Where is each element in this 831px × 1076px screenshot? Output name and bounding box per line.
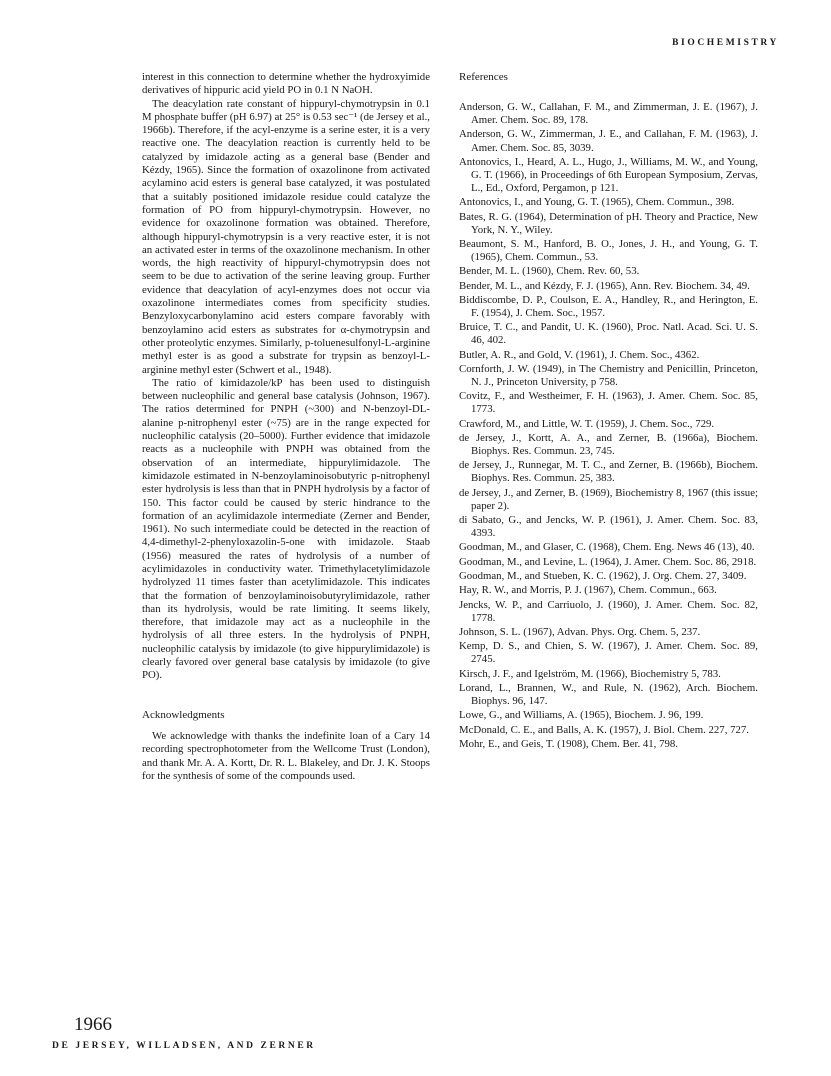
acknowledgments-heading: Acknowledgments — [142, 708, 225, 721]
acknowledgments-paragraph: We acknowledge with thanks the indefinite loan of a Cary 14 recording spectrophotometer from the Wellcome Trust (London), and thank Mr. A. A. Kortt, Dr. R. L. Blakeley, and Dr. J. K. Stoops for the synthesis of some of the compounds used. — [142, 729, 430, 782]
reference-item: Jencks, W. P., and Carriuolo, J. (1960), J. Amer. Chem. Soc. 82, 1778. — [459, 598, 758, 624]
reference-item: Butler, A. R., and Gold, V. (1961), J. Chem. Soc., 4362. — [459, 348, 700, 361]
reference-item: Anderson, G. W., Zimmerman, J. E., and Callahan, F. M. (1963), J. Amer. Chem. Soc. 85, 3039. — [459, 128, 758, 154]
reference-item: Goodman, M., and Stueben, K. C. (1962), J. Org. Chem. 27, 3409. — [459, 570, 747, 583]
body-paragraph: interest in this connection to determine whether the hydroxyimide derivatives of hippuric acid yield PO in 0.1 N NaOH. — [142, 71, 430, 97]
reference-item: McDonald, C. E., and Balls, A. K. (1957), J. Biol. Chem. 227, 727. — [459, 723, 750, 736]
body-paragraph: The deacylation rate constant of hippuryl-chymotrypsin in 0.1 M phosphate buffer (pH 6.97) at 25° is 0.53 sec⁻¹ (de Jersey et al., 1966b). Therefore, if the acyl-enzyme is a serine ester, it is a very reactive one. The deacylation reaction is currently held to be catalyzed by imidazole acting as a general base (Bender and Kézdy, 1965). Since the formation of oxazolinone from activated acylamino acid esters is general base catalyzed, it was postulated that a suitably positioned imidazole residue could catalyze the formation of PO from hippuryl-chymotrypsin. However, no evidence for oxazolinone formation was obtained. Therefore, although hippuryl-chymotrypsin is a very reactive ester, it is not an activated ester in terms of the oxazolinone mechanism. In other words, the high reactivity of hippuryl-chymotrypsin does not seem to be due to activation of the serine leaving group. Further evidence that deacylation of acyl-enzymes does not occur via oxazolinone intermediates comes from specificity studies. Benzyloxycarbonylamino acid esters compare favorably with benzoylamino acid esters as substrates for α-chymotrypsin and other proteolytic enzymes. Similarly, p-toluenesulfonyl-L-arginine methyl ester is as good a substrate for trypsin as benzoyl-L-arginine methyl ester (Schwert et al., 1948). — [142, 97, 430, 376]
references-heading: References — [459, 71, 508, 83]
reference-item: Hay, R. W., and Morris, P. J. (1967), Chem. Commun., 663. — [459, 584, 717, 597]
reference-item: Bender, M. L., and Kézdy, F. J. (1965), Ann. Rev. Biochem. 34, 49. — [459, 279, 750, 292]
reference-item: Crawford, M., and Little, W. T. (1959), J. Chem. Soc., 729. — [459, 417, 715, 430]
reference-item: de Jersey, J., Kortt, A. A., and Zerner, B. (1966a), Biochem. Biophys. Res. Commun. 23, 745. — [459, 431, 758, 458]
reference-item: Biddiscombe, D. P., Coulson, E. A., Handley, R., and Herington, E. F. (1954), J. Chem. Soc., 1957. — [459, 293, 758, 319]
reference-item: de Jersey, J., Runnegar, M. T. C., and Zerner, B. (1966b), Biochem. Biophys. Res. Commun. 25, 383. — [459, 459, 758, 485]
reference-item: Lorand, L., Brannen, W., and Rule, N. (1962), Arch. Biochem. Biophys. 96, 147. — [459, 681, 758, 707]
reference-item: Bruice, T. C., and Pandit, U. K. (1960), Proc. Natl. Acad. Sci. U. S. 46, 402. — [459, 321, 758, 347]
reference-item: Bates, R. G. (1964), Determination of pH. Theory and Practice, New York, N. Y., Wiley. — [459, 210, 758, 236]
journal-header: BIOCHEMISTRY — [672, 38, 779, 48]
reference-item: Mohr, E., and Geis, T. (1908), Chem. Ber. 41, 798. — [459, 737, 678, 750]
reference-item: Covitz, F., and Westheimer, F. H. (1963), J. Amer. Chem. Soc. 85, 1773. — [459, 390, 758, 416]
reference-item: Johnson, S. L. (1967), Advan. Phys. Org. Chem. 5, 237. — [459, 625, 701, 638]
reference-item: Kemp, D. S., and Chien, S. W. (1967), J. Amer. Chem. Soc. 89, 2745. — [459, 640, 758, 666]
reference-item: Anderson, G. W., Callahan, F. M., and Zimmerman, J. E. (1967), J. Amer. Chem. Soc. 89, 178. — [459, 101, 758, 127]
reference-item: Antonovics, I., Heard, A. L., Hugo, J., Williams, M. W., and Young, G. T. (1966), in Proceedings of 6th European Symposium, Zervas, L., Ed., Oxford, Pergamon, p 121. — [459, 155, 758, 195]
body-paragraph: The ratio of kimidazole/kP has been used to distinguish between nucleophilic and general base catalysis (Johnson, 1967). The ratios determined for PNPH (~300) and N-benzoyl-DL-alanine p-nitrophenyl ester (~75) are in the range expected for nucleophilic catalysis (20–5000). Further evidence that imidazole reacts as a nucleophile with PNPH was obtained from the observation of an intermediate, hippurylimidazole. The kimidazole estimated in N-benzoylaminoisobutyric p-nitrophenyl ester hydrolysis is less than that in PNPH hydrolysis by a factor of 150. This factor could be caused by steric hindrance to the formation of an acylimidazole intermediate (Zerner and Bender, 1961). No such intermediate could be detected in the reaction of 4,4-dimethyl-2-phenyloxazolin-5-one with imidazole. Staab (1956) measured the rates of hydrolysis of a number of acylimidazoles in conductivity water. Trimethylacetylimidazole hydrolyzed 11 times faster than acetylimidazole. This indicates that the formation of benzoylaminoisobutyrylimidazole, rather than its hydrolysis, would be rate limiting. It seems likely, therefore, that imidazole may act as a nucleophile in the hydrolysis of all three esters. In the hydrolysis of PNPH, nucleophilic catalysis by imidazole (to give hippurylimidazole) is clearly favored over general base catalysis by imidazole (to give PO). — [142, 376, 430, 682]
reference-item: Kirsch, J. F., and Igelström, M. (1966), Biochemistry 5, 783. — [459, 667, 721, 680]
reference-item: Goodman, M., and Glaser, C. (1968), Chem. Eng. News 46 (13), 40. — [459, 541, 755, 554]
reference-item: de Jersey, J., and Zerner, B. (1969), Biochemistry 8, 1967 (this issue; paper 2). — [459, 486, 758, 512]
reference-item: Bender, M. L. (1960), Chem. Rev. 60, 53. — [459, 265, 640, 278]
body-text-column — [142, 71, 430, 783]
reference-item: di Sabato, G., and Jencks, W. P. (1961), J. Amer. Chem. Soc. 83, 4393. — [459, 514, 758, 540]
reference-item: Goodman, M., and Levine, L. (1964), J. Amer. Chem. Soc. 86, 2918. — [459, 555, 757, 568]
reference-item: Lowe, G., and Williams, A. (1965), Biochem. J. 96, 199. — [459, 709, 704, 722]
reference-list — [459, 101, 758, 751]
reference-item: Cornforth, J. W. (1949), in The Chemistry and Penicillin, Princeton, N. J., Princeton University, p 758. — [459, 362, 758, 389]
reference-item: Antonovics, I., and Young, G. T. (1965), Chem. Commun., 398. — [459, 196, 735, 209]
author-footer: DE JERSEY, WILLADSEN, AND ZERNER — [52, 1041, 316, 1051]
page-number: 1966 — [74, 1014, 112, 1035]
reference-item: Beaumont, S. M., Hanford, B. O., Jones, J. H., and Young, G. T. (1965), Chem. Commun., 53. — [459, 237, 758, 264]
references-column — [459, 71, 758, 752]
